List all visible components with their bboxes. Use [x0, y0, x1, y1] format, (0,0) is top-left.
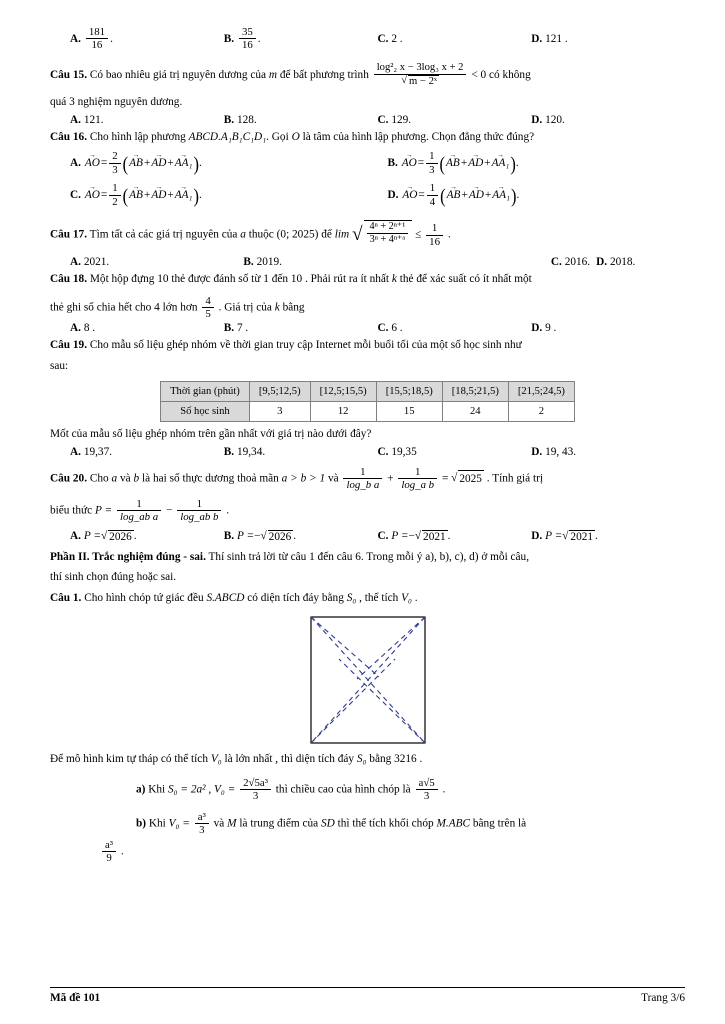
q15-label: Câu 15.: [50, 68, 88, 81]
q15-expression: [374, 62, 467, 88]
q16-option-d[interactable]: D. AO → = $\frac{1}{4}$ ( AB → + AD → + AA₁ → ) .: [388, 182, 706, 208]
part2-text: Thí sinh trả lời từ câu 1 đến câu 6. Trong mỗi ý a), b), c), d) ở mỗi câu,: [208, 550, 530, 563]
q19-choice-c[interactable]: C. 19,35: [377, 445, 417, 458]
choice-b-fraction: $\frac{35}{16}$: [239, 26, 256, 52]
table-rowheader-time: Thời gian (phút): [161, 382, 250, 402]
question-19: [50, 337, 685, 355]
question-16: Câu 16. Cho hình lập phương ABCD.A₁B₁C₁D₁. Gọi O là tâm của hình lập phương. Chọn đẳng thức đúng?: [50, 130, 535, 143]
q16-point: O: [291, 130, 300, 143]
q17-rhs: $\frac{1}{16}$: [426, 222, 443, 248]
p2q1-item-a: a) Khi S₀ = 2a² , V₀ = $\frac{\text{2√5a³}}{3}$ thì chiều cao của hình chóp là $\frac{a√5}{3}$ .: [136, 776, 446, 803]
q16-option-a[interactable]: A. AO → = $\frac{2}{3}$ ( AB → + AD → + AA₁ → ) .: [50, 150, 388, 176]
p2q1-item-b: b) Khi V₀ = $\frac{\text{a³}}{3}$ và M là trung điểm của SD thì thể tích khối chóp M.ABC bằng trên là: [136, 810, 527, 837]
q15-choices: [50, 114, 685, 126]
p2q1-label: Câu 1.: [50, 591, 82, 604]
q15-var-m: m: [268, 68, 278, 81]
q16-options-row1: [50, 150, 685, 176]
q18-line2: thẻ ghi số chia hết cho 4 lớn hơn $\frac{4}{5}$ . Giá trị của k bằng: [50, 294, 305, 321]
q15-choice-b[interactable]: B. 128.: [223, 113, 257, 126]
q17-choice-b[interactable]: B. 2019.: [243, 256, 282, 269]
choice-d-value: 121: [545, 32, 563, 45]
q20-line2: biểu thức P = $\frac{1}{\text{log\_ab a}}$ − $\frac{1}{\text{log\_ab b}}$ .: [50, 497, 230, 524]
q19-choice-a[interactable]: A. 19,37.: [70, 445, 113, 458]
q17-choice-d[interactable]: D. 2018.: [596, 256, 636, 269]
q15-choice-a[interactable]: A. 121.: [70, 113, 104, 126]
p2q1-b-label: b): [136, 817, 147, 830]
q16-text: Cho hình lập phương: [89, 130, 186, 143]
question-18: [50, 271, 685, 289]
q18-text2: thẻ để xác suất có ít nhất một: [399, 273, 532, 286]
top-choices-row: [50, 26, 685, 52]
frequency-table: [160, 381, 575, 422]
table-cell-interval: [9,5;12,5): [249, 382, 310, 402]
page-footer: [50, 987, 685, 1004]
choice-a-fraction: $\frac{181}{16}$: [86, 26, 108, 52]
q17-text3: để: [321, 228, 332, 241]
q17-radical: √ $\frac{\text{4ⁿ + 2ⁿ⁺¹}}{\text{3ⁿ + 4ⁿ⁺ᵃ}}$: [352, 220, 412, 250]
choice-b-label: B.: [223, 32, 235, 45]
question-15: [50, 62, 685, 88]
table-cell-count: 15: [376, 402, 442, 422]
q15-text3: có không: [488, 68, 531, 81]
q19-line2: sau:: [50, 359, 69, 372]
q17-choice-c[interactable]: C. 2016.: [550, 256, 591, 269]
q20-choice-a[interactable]: A. P = √ 2026 .: [70, 529, 137, 543]
choice-d[interactable]: D. 121 .: [531, 32, 568, 45]
table-cell-count: 3: [249, 402, 310, 422]
exam-code: Mã đề 101: [50, 992, 101, 1004]
q20-choice-d[interactable]: D. P = √ 2021 .: [531, 529, 598, 543]
q18-choice-c[interactable]: C. 6 .: [377, 322, 403, 335]
q15-line2: quá 3 nghiệm nguyên dương.: [50, 96, 183, 109]
choice-a[interactable]: [50, 26, 224, 52]
q17-text1: Tìm tất cả các giá trị nguyên của: [89, 228, 238, 241]
q17-label: Câu 17.: [50, 228, 88, 241]
q16-lhs: AO →: [84, 157, 101, 169]
table-cell-interval: [12,5;15,5): [310, 382, 376, 402]
q18-var-k: k: [391, 273, 397, 286]
table-cell-interval: [15,5;18,5): [376, 382, 442, 402]
q16-option-c[interactable]: C. AO → = $\frac{1}{2}$ ( AB → + AD → + AA₁ → ) .: [50, 182, 388, 208]
table-row-counts: [161, 402, 575, 422]
p2q1-after-figure: Để mô hình kim tự tháp có thể tích V₀ là lớn nhất , thì diện tích đáy S₀ bằng 3216 .: [50, 753, 423, 766]
q19-label: Câu 19.: [50, 339, 88, 352]
q19-choice-b[interactable]: B. 19,34.: [223, 445, 266, 458]
q18-fraction: $\frac{4}{5}$: [202, 295, 213, 321]
q15-denominator: √ m − 2ˣ: [374, 74, 467, 88]
q20-label: Câu 20.: [50, 472, 88, 485]
q20-choice-b[interactable]: B. P = − √ 2026 .: [223, 529, 297, 543]
q18-choice-b[interactable]: B. 7 .: [223, 322, 249, 335]
q15-compare: < 0: [471, 68, 487, 81]
q17-text2: thuộc: [248, 228, 274, 241]
part2-line2: thí sinh chọn đúng hoặc sai.: [50, 571, 177, 584]
choice-b-tail: .: [257, 32, 261, 45]
part2-heading: Phần II. Trắc nghiệm đúng - sai.: [50, 550, 206, 563]
table-rowheader-count: Số học sinh: [161, 402, 250, 422]
q15-numerator: log²₂ x − 3log₃ x + 2: [376, 61, 464, 73]
q15-text1: Có bao nhiêu giá trị nguyên dương của: [89, 68, 267, 81]
table-row-intervals: [161, 382, 575, 402]
q19-question-line: Mốt của mẫu số liệu ghép nhóm trên gần nhất với giá trị nào dưới đây?: [50, 428, 372, 441]
choice-a-label: A.: [70, 32, 81, 45]
q16-solid: ABCD.A₁B₁C₁D₁: [188, 130, 267, 143]
q16-text3: là tâm của hình lập phương. Chọn đẳng thức đúng?: [302, 130, 535, 143]
q15-choice-c[interactable]: C. 129.: [377, 113, 412, 126]
table-cell-count: 24: [442, 402, 508, 422]
q20-choice-c[interactable]: C. P = − √ 2021 .: [377, 529, 451, 543]
q19-text: Cho mẫu số liệu ghép nhóm về thời gian truy cập Internet mỗi buổi tối của một số học sinh như: [89, 339, 522, 352]
page-number: Trang 3/6: [641, 992, 685, 1004]
p2q1-a-label: a): [136, 783, 146, 796]
choice-c-value: 2: [391, 32, 397, 45]
table-cell-interval: [21,5;24,5): [508, 382, 574, 402]
q18-choice-d[interactable]: D. 9 .: [531, 322, 557, 335]
q20-choices: [50, 530, 685, 543]
q18-choice-a[interactable]: A. 8 .: [70, 322, 96, 335]
table-cell-count: 2: [508, 402, 574, 422]
q17-lim: lim: [334, 228, 350, 241]
pyramid-figure-wrap: [50, 615, 685, 745]
q17-var-a: a: [240, 228, 246, 241]
q19-choices: [50, 446, 685, 458]
q15-text2: để bất phương trình: [279, 68, 369, 81]
q16-option-b[interactable]: B. AO → = $\frac{1}{3}$ ( AB → + AD → + AA₁ → ) .: [388, 150, 706, 176]
q18-label: Câu 18.: [50, 273, 88, 286]
q20-condition: a > b > 1: [281, 472, 326, 485]
q17-choice-a[interactable]: A. 2021.: [70, 256, 110, 269]
pyramid-svg: [309, 615, 427, 745]
q17-choices: [50, 256, 685, 268]
choice-d-label: D.: [531, 32, 543, 45]
choice-b[interactable]: [224, 26, 378, 52]
part2-heading-line: [50, 549, 685, 567]
q16-options-row2: [50, 182, 685, 208]
choice-c[interactable]: C. 2 .: [377, 32, 403, 45]
q16-label: Câu 16.: [50, 130, 88, 143]
q19-choice-d[interactable]: D. 19, 43.: [531, 445, 577, 458]
table-cell-count: 12: [310, 402, 376, 422]
table-cell-interval: [18,5;21,5): [442, 382, 508, 402]
choice-c-label: C.: [377, 32, 389, 45]
choice-a-tail: .: [110, 32, 113, 45]
q18-text1: Một hộp đựng 10 thẻ được đánh số từ 1 đến 10 . Phải rút ra ít nhất: [89, 273, 390, 286]
q18-choices: [50, 322, 685, 334]
question-17: Câu 17. Tìm tất cả các giá trị nguyên của a thuộc (0; 2025) để lim √ $\frac{\text{4ⁿ + 2ⁿ⁺¹}}{\text{3ⁿ + 4ⁿ⁺ᵃ}}$ ≤ $\frac{1}{16}$ .: [50, 220, 685, 250]
question-20: Câu 20. Cho a và b là hai số thực dương thoả mãn a > b > 1 và $\frac{1}{\text{log\_b a}}$ + $\frac{1}{\text{log\_a b}}$ = √ 2025 . Tính giá trị: [50, 465, 544, 492]
pyramid-figure: [309, 615, 427, 745]
part2-question-1: Câu 1. Cho hình chóp tứ giác đều S.ABCD có diện tích đáy bằng S₀ , thể tích V₀ .: [50, 591, 418, 604]
p2q1-b-result: $\frac{\text{a³}}{9}$ .: [50, 839, 685, 865]
q15-choice-d[interactable]: D. 120.: [531, 113, 565, 126]
q17-interval: (0; 2025): [276, 228, 319, 241]
